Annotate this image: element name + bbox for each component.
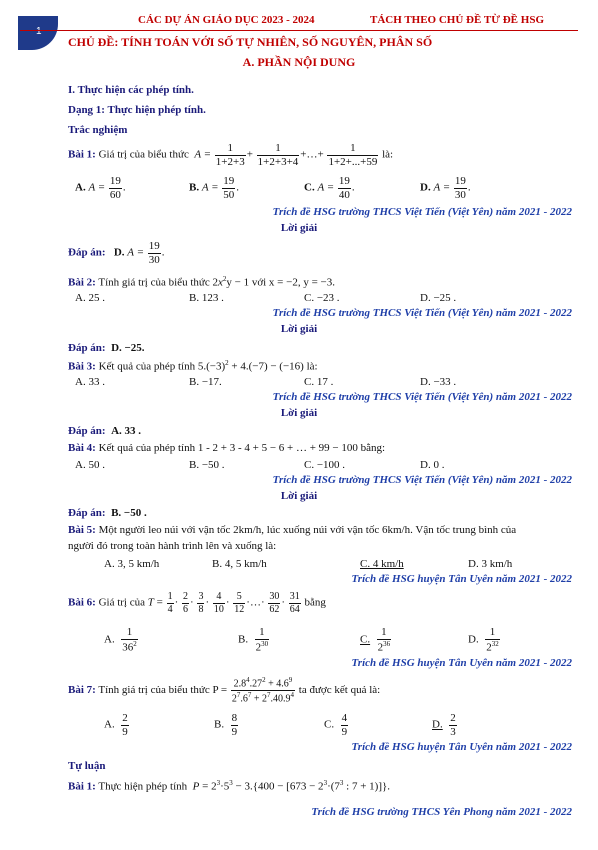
topic-title: CHỦ ĐỀ: TÍNH TOÁN VỚI SỐ TỰ NHIÊN, SỐ NGUYÊN, PHÂN SỐ (68, 35, 433, 49)
bai7-option-c: C. $\frac{4}{9}$ (324, 712, 348, 738)
bai4-answer: Đáp án: B. −50 . (68, 507, 147, 519)
bai5-option-c: C. 4 km/h (360, 558, 404, 570)
section-title: I. Thực hiện các phép tính. (68, 84, 194, 96)
bai5-question-line2: người đó trong toàn hành trình lên và xuống là: (68, 540, 277, 552)
bai2-option-a: A. 25 . (75, 292, 105, 304)
bai1-option-b: B. A = $\frac{19}{50}$ . (189, 175, 240, 201)
bai3-question: Bài 3: Kết quả của phép tính $5.(-3)^2 + 4.(-7) - (-16)$ là: (68, 359, 318, 373)
bai7-option-d: D. $\frac{2}{3}$ (432, 712, 456, 738)
bai7-question: Bài 7: Tính giá trị của biểu thức P = $\frac{2.8^4.27^2 + 4.6^9}{2^7.6^7 + 2^7.40.9^4}$ ta được kết quả là: (68, 676, 381, 705)
bai3-option-a: A. 33 . (75, 376, 105, 388)
bai2-option-b: B. 123 . (189, 292, 224, 304)
bai4-question: Bài 4: Kết quả của phép tính 1 - 2 + 3 - 4 + 5 − 6 + … + 99 − 100 bằng: (68, 442, 386, 454)
tl-bai1-source: Trích đề HSG trường THCS Yên Phong năm 2021 - 2022 (311, 806, 572, 818)
bai1-frac-3: $\frac{1}{1+2+...+59}$ (328, 142, 378, 168)
bai4-option-d: D. 0 . (420, 459, 445, 471)
bai5-option-d: D. 3 km/h (468, 558, 513, 570)
bai1-source: Trích đề HSG trường THCS Việt Tiến (Việt Yên) năm 2021 - 2022 (272, 206, 572, 218)
bai6-option-c: C. $\frac{1}{2^{36}}$ (360, 626, 391, 654)
header-left-title: CÁC DỰ ÁN GIÁO DỤC 2023 - 2024 (138, 14, 315, 26)
bai7-option-a: A. $\frac{2}{9}$ (104, 712, 128, 738)
bai7-source: Trích đề HSG huyện Tân Uyên năm 2021 - 2022 (351, 741, 572, 753)
header-right-title: TÁCH THEO CHỦ ĐỀ TỪ ĐỀ HSG (370, 14, 544, 26)
bai2-question: Bài 2: Tính giá trị của biểu thức $2x^2y - 1$ với x = −2, y = −3. (68, 275, 336, 289)
bai4-option-b: B. −50 . (189, 459, 225, 471)
bai7-fraction: $\frac{2.8^4.27^2 + 4.6^9}{2^7.6^7 + 2^7.40.9^4}$ (231, 676, 295, 705)
header-divider (20, 30, 578, 31)
bai3-solution-label: Lời giải (280, 407, 318, 419)
bai3-answer: Đáp án: A. 33 . (68, 425, 142, 437)
bai3-option-c: C. 17 . (304, 376, 334, 388)
bai5-option-a: A. 3, 5 km/h (104, 558, 160, 570)
bai1-option-d: D. A = $\frac{19}{30}$ . (420, 175, 471, 201)
bai1-question: Bài 1: Giá trị của biểu thức A = $\frac{1}{1+2+3}$ + $\frac{1}{1+2+3+4}$ +…+ $\frac{1}{1+2+...+59}$ là: (68, 142, 394, 168)
page-number: 1 (36, 26, 42, 37)
bai2-answer: Đáp án: D. −25. (68, 342, 145, 354)
bai1-label: Bài 1: (68, 148, 96, 161)
bai3-option-d: D. −33 . (420, 376, 457, 388)
bai1-option-a: A. A = $\frac{19}{60}$ . (75, 175, 126, 201)
dang-title: Dạng 1: Thực hiện phép tính. (68, 104, 206, 116)
bai2-source: Trích đề HSG trường THCS Việt Tiến (Việt Yên) năm 2021 - 2022 (272, 307, 572, 319)
bai2-option-d: D. −25 . (420, 292, 457, 304)
part-title: A. PHẦN NỘI DUNG (242, 55, 356, 69)
bai4-solution-label: Lời giải (280, 490, 318, 502)
bai6-question: Bài 6: Giá trị của T = $\frac{1}{4}$ · $\frac{2}{6}$ · $\frac{3}{8}$ · $\frac{4}{10}$ · $\frac{5}{12}$ ·…· $\frac{30}{62}$ · $\frac{31}{64}$ bằng (68, 591, 326, 615)
bai4-option-c: C. −100 . (304, 459, 346, 471)
bai2-solution-label: Lời giải (280, 323, 318, 335)
tu-luan-label: Tự luận (68, 760, 106, 772)
bai4-source: Trích đề HSG trường THCS Việt Tiến (Việt Yên) năm 2021 - 2022 (272, 474, 572, 486)
bai1-frac-1: $\frac{1}{1+2+3}$ (215, 142, 245, 168)
trac-nghiem-label: Trắc nghiệm (68, 124, 128, 136)
bai1-frac-2: $\frac{1}{1+2+3+4}$ (257, 142, 299, 168)
bai2-option-c: C. −23 . (304, 292, 340, 304)
tl-bai1-question: Bài 1: Thực hiện phép tính $P = 2^3\cdot 5^3 - 3.\{400 - [673 - 2^3\cdot(7^3$ : 7 + 1)]}. (68, 779, 391, 793)
bai1-option-c: C. A = $\frac{19}{40}$ . (304, 175, 355, 201)
bai5-question-line1: Bài 5: Một người leo núi với vận tốc 2km/h, lúc xuống núi với vận tốc 6km/h. Vận tốc trung bình của (68, 524, 517, 536)
bai5-source: Trích đề HSG huyện Tân Uyên năm 2021 - 2022 (351, 573, 572, 585)
bai4-option-a: A. 50 . (75, 459, 105, 471)
bai7-option-b: B. $\frac{8}{9}$ (214, 712, 238, 738)
bai3-option-b: B. −17. (189, 376, 222, 388)
bai6-source: Trích đề HSG huyện Tân Uyên năm 2021 - 2022 (351, 657, 572, 669)
bai6-option-d: D. $\frac{1}{2^{32}}$ (468, 626, 499, 654)
bai3-source: Trích đề HSG trường THCS Việt Tiến (Việt Yên) năm 2021 - 2022 (272, 391, 572, 403)
bai6-option-a: A. $\frac{1}{36^2}$ (104, 626, 137, 654)
bai1-answer: Đáp án: D. A = $\frac{19}{30}$ . (68, 240, 165, 266)
bai6-option-b: B. $\frac{1}{2^{30}}$ (238, 626, 269, 654)
bai5-option-b: B. 4, 5 km/h (212, 558, 267, 570)
bai1-solution-label: Lời giải (280, 222, 318, 234)
